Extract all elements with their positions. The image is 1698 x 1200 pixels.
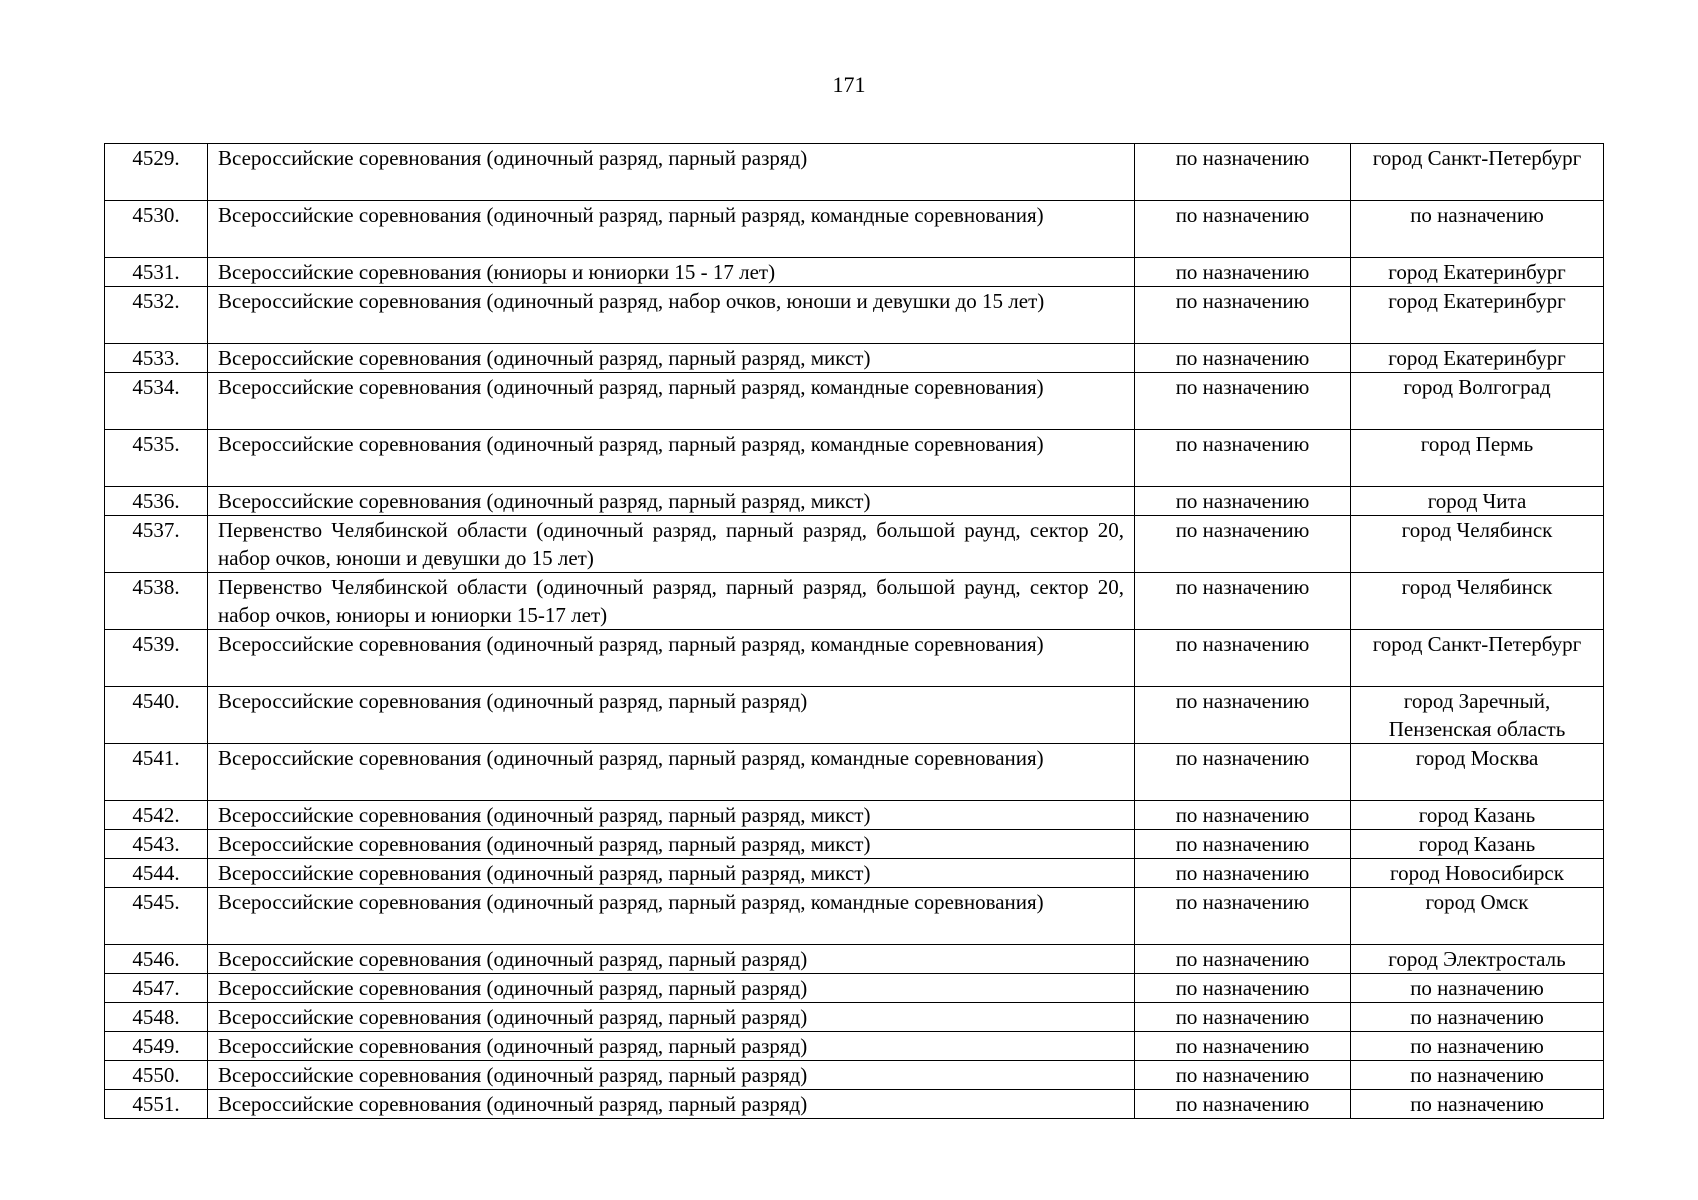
- competition-name: Всероссийские соревнования (одиночный разряд, парный разряд, командные соревнования): [208, 430, 1135, 487]
- competition-place: город Екатеринбург: [1351, 344, 1604, 373]
- competition-place: город Екатеринбург: [1351, 287, 1604, 344]
- competition-date: по назначению: [1135, 430, 1351, 487]
- table-row: [105, 1032, 1604, 1061]
- competition-name: Всероссийские соревнования (одиночный разряд, набор очков, юноши и девушки до 15 лет): [208, 287, 1135, 344]
- competition-place: город Пермь: [1351, 430, 1604, 487]
- competition-name: Всероссийские соревнования (юниоры и юниорки 15 - 17 лет): [208, 258, 1135, 287]
- table-row: [105, 687, 1604, 744]
- table-row: [105, 144, 1604, 201]
- table-row: [105, 573, 1604, 630]
- table-row: [105, 830, 1604, 859]
- competition-name: Всероссийские соревнования (одиночный разряд, парный разряд, микст): [208, 830, 1135, 859]
- competition-name: Всероссийские соревнования (одиночный разряд, парный разряд): [208, 1061, 1135, 1090]
- table-row: [105, 287, 1604, 344]
- row-number: 4550.: [105, 1061, 208, 1090]
- competition-date: по назначению: [1135, 287, 1351, 344]
- competition-place: город Казань: [1351, 801, 1604, 830]
- competition-place: город Омск: [1351, 888, 1604, 945]
- competition-place: город Новосибирск: [1351, 859, 1604, 888]
- competition-place: город Волгоград: [1351, 373, 1604, 430]
- competition-date: по назначению: [1135, 945, 1351, 974]
- competition-date: по назначению: [1135, 487, 1351, 516]
- competition-date: по назначению: [1135, 687, 1351, 744]
- row-number: 4548.: [105, 1003, 208, 1032]
- competition-place: город Заречный, Пензенская область: [1351, 687, 1604, 744]
- competition-date: по назначению: [1135, 144, 1351, 201]
- competition-name: Всероссийские соревнования (одиночный разряд, парный разряд): [208, 974, 1135, 1003]
- row-number: 4542.: [105, 801, 208, 830]
- row-number: 4545.: [105, 888, 208, 945]
- row-number: 4546.: [105, 945, 208, 974]
- competition-name: Всероссийские соревнования (одиночный разряд, парный разряд, командные соревнования): [208, 373, 1135, 430]
- competition-place: город Челябинск: [1351, 516, 1604, 573]
- competition-place: город Екатеринбург: [1351, 258, 1604, 287]
- competition-name: Первенство Челябинской области (одиночный разряд, парный разряд, большой раунд, сектор 20, набор очков, юниоры и юниорки 15-17 лет): [208, 573, 1135, 630]
- competition-place: по назначению: [1351, 1061, 1604, 1090]
- row-number: 4544.: [105, 859, 208, 888]
- row-number: 4535.: [105, 430, 208, 487]
- row-number: 4539.: [105, 630, 208, 687]
- row-number: 4541.: [105, 744, 208, 801]
- table-row: [105, 744, 1604, 801]
- competition-name: Всероссийские соревнования (одиночный разряд, парный разряд): [208, 1090, 1135, 1119]
- row-number: 4537.: [105, 516, 208, 573]
- competition-name: Первенство Челябинской области (одиночный разряд, парный разряд, большой раунд, сектор 20, набор очков, юноши и девушки до 15 лет): [208, 516, 1135, 573]
- table-row: [105, 344, 1604, 373]
- table-row: [105, 373, 1604, 430]
- table-row: [105, 1061, 1604, 1090]
- row-number: 4538.: [105, 573, 208, 630]
- competition-name: Всероссийские соревнования (одиночный разряд, парный разряд): [208, 1003, 1135, 1032]
- competition-name: Всероссийские соревнования (одиночный разряд, парный разряд, командные соревнования): [208, 888, 1135, 945]
- row-number: 4531.: [105, 258, 208, 287]
- competition-name: Всероссийские соревнования (одиночный разряд, парный разряд, командные соревнования): [208, 630, 1135, 687]
- competition-name: Всероссийские соревнования (одиночный разряд, парный разряд, микст): [208, 801, 1135, 830]
- competition-place: город Санкт-Петербург: [1351, 630, 1604, 687]
- competition-date: по назначению: [1135, 830, 1351, 859]
- table-row: [105, 630, 1604, 687]
- competition-date: по назначению: [1135, 859, 1351, 888]
- row-number: 4529.: [105, 144, 208, 201]
- row-number: 4551.: [105, 1090, 208, 1119]
- competition-date: по назначению: [1135, 258, 1351, 287]
- table-row: [105, 888, 1604, 945]
- competition-date: по назначению: [1135, 344, 1351, 373]
- competition-date: по назначению: [1135, 1090, 1351, 1119]
- row-number: 4549.: [105, 1032, 208, 1061]
- competition-name: Всероссийские соревнования (одиночный разряд, парный разряд, микст): [208, 344, 1135, 373]
- page-number: 171: [832, 72, 866, 97]
- competition-date: по назначению: [1135, 373, 1351, 430]
- competition-place: город Москва: [1351, 744, 1604, 801]
- competition-name: Всероссийские соревнования (одиночный разряд, парный разряд, микст): [208, 487, 1135, 516]
- competition-date: по назначению: [1135, 1061, 1351, 1090]
- competition-date: по назначению: [1135, 801, 1351, 830]
- row-number: 4533.: [105, 344, 208, 373]
- competition-date: по назначению: [1135, 630, 1351, 687]
- competition-place: город Казань: [1351, 830, 1604, 859]
- row-number: 4530.: [105, 201, 208, 258]
- row-number: 4536.: [105, 487, 208, 516]
- competition-name: Всероссийские соревнования (одиночный разряд, парный разряд, командные соревнования): [208, 201, 1135, 258]
- competition-place: по назначению: [1351, 1003, 1604, 1032]
- table-row: [105, 945, 1604, 974]
- competition-name: Всероссийские соревнования (одиночный разряд, парный разряд): [208, 144, 1135, 201]
- table-row: [105, 258, 1604, 287]
- competition-place: по назначению: [1351, 1090, 1604, 1119]
- competition-date: по назначению: [1135, 1032, 1351, 1061]
- table-row: [105, 201, 1604, 258]
- competition-place: по назначению: [1351, 974, 1604, 1003]
- table-row: [105, 801, 1604, 830]
- competition-place: город Санкт-Петербург: [1351, 144, 1604, 201]
- table-row: [105, 1003, 1604, 1032]
- row-number: 4547.: [105, 974, 208, 1003]
- competition-table: [104, 143, 1604, 1119]
- competition-date: по назначению: [1135, 974, 1351, 1003]
- row-number: 4540.: [105, 687, 208, 744]
- competition-date: по назначению: [1135, 516, 1351, 573]
- competition-place: город Электросталь: [1351, 945, 1604, 974]
- competition-name: Всероссийские соревнования (одиночный разряд, парный разряд, микст): [208, 859, 1135, 888]
- competition-date: по назначению: [1135, 1003, 1351, 1032]
- competition-place: по назначению: [1351, 1032, 1604, 1061]
- table-row: [105, 974, 1604, 1003]
- table-row: [105, 430, 1604, 487]
- competition-place: по назначению: [1351, 201, 1604, 258]
- competition-date: по назначению: [1135, 744, 1351, 801]
- table-row: [105, 487, 1604, 516]
- competition-name: Всероссийские соревнования (одиночный разряд, парный разряд): [208, 1032, 1135, 1061]
- row-number: 4532.: [105, 287, 208, 344]
- row-number: 4534.: [105, 373, 208, 430]
- competition-date: по назначению: [1135, 573, 1351, 630]
- table-row: [105, 516, 1604, 573]
- table-row: [105, 859, 1604, 888]
- competition-date: по назначению: [1135, 201, 1351, 258]
- table-row: [105, 1090, 1604, 1119]
- competition-place: город Челябинск: [1351, 573, 1604, 630]
- row-number: 4543.: [105, 830, 208, 859]
- competition-name: Всероссийские соревнования (одиночный разряд, парный разряд): [208, 945, 1135, 974]
- competition-name: Всероссийские соревнования (одиночный разряд, парный разряд): [208, 687, 1135, 744]
- competition-name: Всероссийские соревнования (одиночный разряд, парный разряд, командные соревнования): [208, 744, 1135, 801]
- competition-place: город Чита: [1351, 487, 1604, 516]
- competition-date: по назначению: [1135, 888, 1351, 945]
